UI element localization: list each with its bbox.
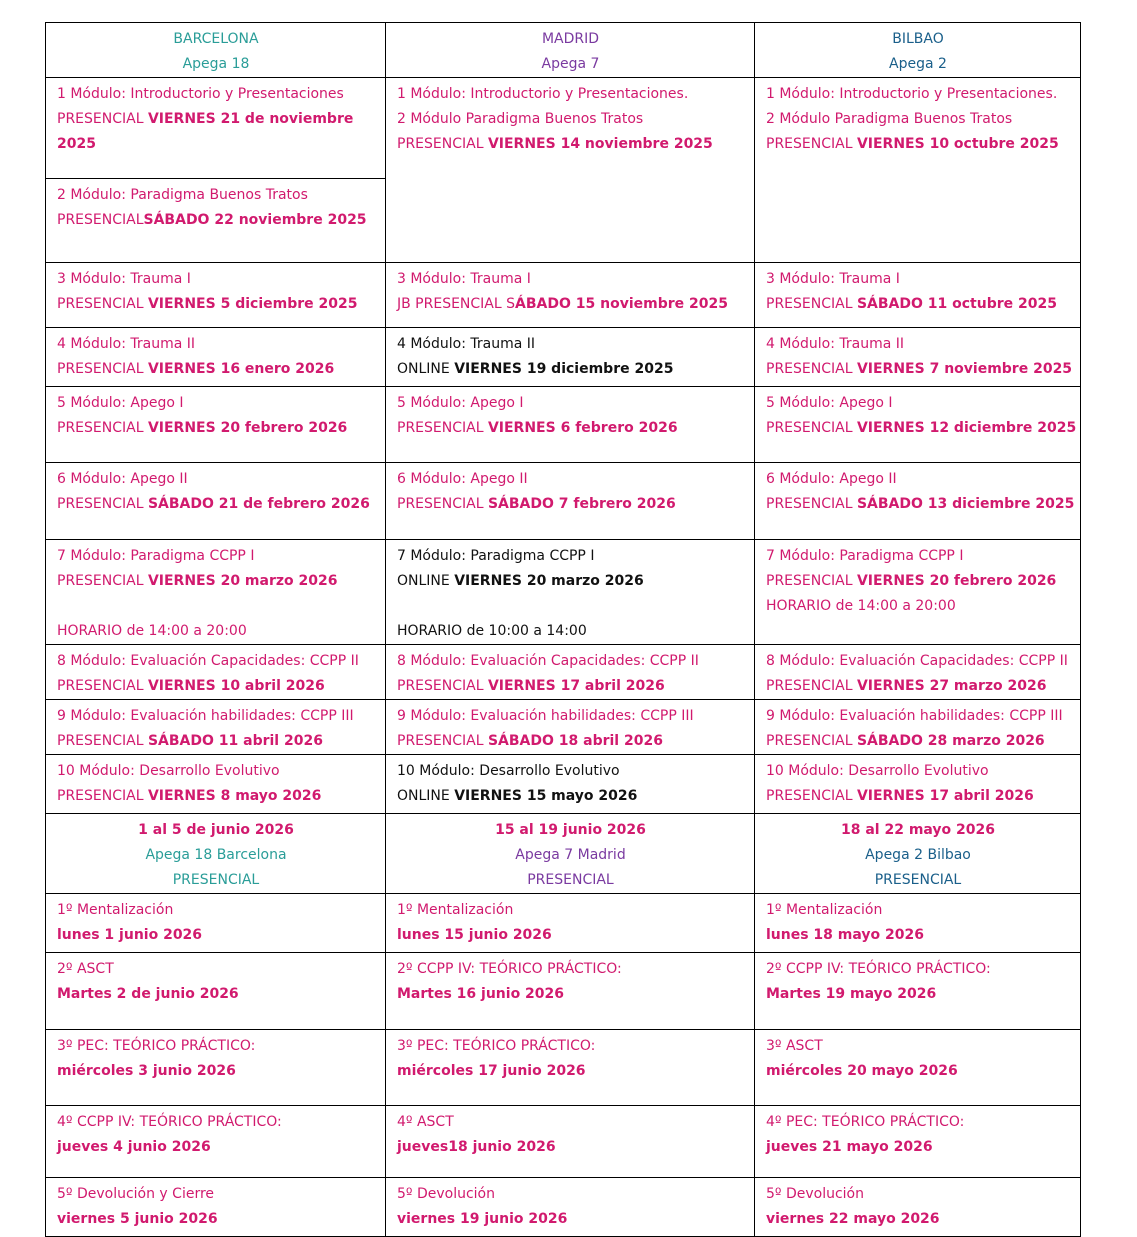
module-title: 7 Módulo: Paradigma CCPP I xyxy=(766,548,964,564)
module-date: PRESENCIAL VIERNES 10 octubre 2025 xyxy=(766,136,1059,152)
session-date: lunes 18 mayo 2026 xyxy=(766,927,924,943)
mad-day-1 xyxy=(386,894,755,953)
bio-module-7 xyxy=(755,540,1081,645)
module-title: 6 Módulo: Apego II xyxy=(766,471,897,487)
bio-day-1 xyxy=(755,894,1081,953)
week-dates: 18 al 22 mayo 2026 xyxy=(840,822,996,838)
mad-module-10 xyxy=(386,755,755,814)
module-date: PRESENCIAL VIERNES 20 marzo 2026 xyxy=(57,573,338,589)
module-title: 2 Módulo Paradigma Buenos Tratos xyxy=(397,111,644,127)
session-date: jueves 21 mayo 2026 xyxy=(766,1139,933,1155)
bcn-module-1 xyxy=(46,78,386,179)
week-header-row xyxy=(46,814,1081,894)
week-day-row xyxy=(46,894,1081,953)
bio-module-6 xyxy=(755,463,1081,540)
module-date: PRESENCIAL VIERNES 16 enero 2026 xyxy=(57,361,335,377)
module-row xyxy=(46,645,1081,700)
module-title: 9 Módulo: Evaluación habilidades: CCPP III xyxy=(766,708,1063,724)
module-title: 4 Módulo: Trauma II xyxy=(766,336,905,352)
module-title: 8 Módulo: Evaluación Capacidades: CCPP II xyxy=(57,653,359,669)
bio-module-9 xyxy=(755,700,1081,755)
module-title: 7 Módulo: Paradigma CCPP I xyxy=(57,548,255,564)
week-mode: PRESENCIAL xyxy=(527,872,614,888)
session-title: 5º Devolución xyxy=(397,1186,495,1202)
bcn-module-8 xyxy=(46,645,386,700)
session-date: lunes 1 junio 2026 xyxy=(57,927,203,943)
module-date: PRESENCIAL VIERNES 10 abril 2026 xyxy=(57,678,325,694)
module-date: PRESENCIAL VIERNES 14 noviembre 2025 xyxy=(397,136,713,152)
week-day-row xyxy=(46,1178,1081,1237)
session-title: 1º Mentalización xyxy=(57,902,174,918)
bcn-module-5 xyxy=(46,387,386,463)
session-title: 2º ASCT xyxy=(57,961,114,977)
module-date: ONLINE VIERNES 19 diciembre 2025 xyxy=(397,361,674,377)
module-title: 5 Módulo: Apego I xyxy=(57,395,184,411)
module-title: 8 Módulo: Evaluación Capacidades: CCPP II xyxy=(766,653,1068,669)
session-date: jueves18 junio 2026 xyxy=(397,1139,556,1155)
bcn-module-6 xyxy=(46,463,386,540)
module-title: 1 Módulo: Introductorio y Presentaciones xyxy=(57,86,344,102)
session-date: lunes 15 junio 2026 xyxy=(397,927,552,943)
session-title: 2º CCPP IV: TEÓRICO PRÁCTICO: xyxy=(397,961,622,977)
header-madrid xyxy=(386,23,755,78)
city-name: BILBAO xyxy=(892,31,944,47)
session-title: 3º PEC: TEÓRICO PRÁCTICO: xyxy=(57,1038,256,1054)
module-row xyxy=(46,463,1081,540)
bio-day-4 xyxy=(755,1106,1081,1178)
bcn-module-2 xyxy=(46,179,386,263)
header-barcelona xyxy=(46,23,386,78)
module-date: PRESENCIAL VIERNES 17 abril 2026 xyxy=(397,678,665,694)
week-group: Apega 2 Bilbao xyxy=(865,847,971,863)
module-date: PRESENCIAL SÁBADO 7 febrero 2026 xyxy=(397,496,676,512)
session-date: jueves 4 junio 2026 xyxy=(57,1139,211,1155)
module-title: 1 Módulo: Introductorio y Presentaciones. xyxy=(397,86,689,102)
city-name: MADRID xyxy=(541,31,600,47)
module-date: PRESENCIAL VIERNES 12 diciembre 2025 xyxy=(766,420,1077,436)
module-title: 3 Módulo: Trauma I xyxy=(57,271,191,287)
bcn-module-9 xyxy=(46,700,386,755)
week-header-madrid xyxy=(386,814,755,894)
bio-module-4 xyxy=(755,328,1081,387)
group-name: Apega 18 xyxy=(182,56,250,72)
mad-day-4 xyxy=(386,1106,755,1178)
bcn-day-5 xyxy=(46,1178,386,1237)
session-title: 1º Mentalización xyxy=(766,902,883,918)
week-dates: 15 al 19 junio 2026 xyxy=(495,822,646,838)
mad-module-6 xyxy=(386,463,755,540)
module-date: ONLINE VIERNES 20 marzo 2026 xyxy=(397,573,644,589)
week-day-row xyxy=(46,953,1081,1030)
session-date: Martes 19 mayo 2026 xyxy=(766,986,937,1002)
training-schedule-table xyxy=(45,22,1081,1237)
week-day-row xyxy=(46,1106,1081,1178)
week-group: Apega 7 Madrid xyxy=(515,847,626,863)
module-schedule: HORARIO de 14:00 a 20:00 xyxy=(766,598,956,614)
mad-module-4 xyxy=(386,328,755,387)
module-date: PRESENCIALSÁBADO 22 noviembre 2025 xyxy=(57,212,367,228)
module-title: 2 Módulo Paradigma Buenos Tratos xyxy=(766,111,1013,127)
module-title: 5 Módulo: Apego I xyxy=(397,395,524,411)
module-date: PRESENCIAL VIERNES 17 abril 2026 xyxy=(766,788,1034,804)
module-date: PRESENCIAL VIERNES 21 de noviembre 2025 xyxy=(57,111,354,152)
session-title: 4º CCPP IV: TEÓRICO PRÁCTICO: xyxy=(57,1114,282,1130)
module-title: 4 Módulo: Trauma II xyxy=(57,336,196,352)
module-date: PRESENCIAL VIERNES 27 marzo 2026 xyxy=(766,678,1047,694)
module-title: 10 Módulo: Desarrollo Evolutivo xyxy=(766,763,989,779)
module-title: 10 Módulo: Desarrollo Evolutivo xyxy=(397,763,620,779)
mad-module-9 xyxy=(386,700,755,755)
week-day-row xyxy=(46,1030,1081,1106)
module-date: PRESENCIAL SÁBADO 11 octubre 2025 xyxy=(766,296,1057,312)
session-date: Martes 16 junio 2026 xyxy=(397,986,565,1002)
module-title: 2 Módulo: Paradigma Buenos Tratos xyxy=(57,187,308,203)
bcn-module-4 xyxy=(46,328,386,387)
session-title: 1º Mentalización xyxy=(397,902,514,918)
module-title: 9 Módulo: Evaluación habilidades: CCPP III xyxy=(57,708,354,724)
session-date: miércoles 20 mayo 2026 xyxy=(766,1063,958,1079)
module-schedule: HORARIO de 10:00 a 14:00 xyxy=(397,623,587,639)
module-date: PRESENCIAL SÁBADO 13 diciembre 2025 xyxy=(766,496,1075,512)
module-date: JB PRESENCIAL SÁBADO 15 noviembre 2025 xyxy=(397,296,728,312)
week-mode: PRESENCIAL xyxy=(172,872,260,888)
bio-module-5 xyxy=(755,387,1081,463)
session-title: 4º PEC: TEÓRICO PRÁCTICO: xyxy=(766,1114,965,1130)
module-row xyxy=(46,540,1081,645)
bcn-day-2 xyxy=(46,953,386,1030)
module-row xyxy=(46,328,1081,387)
module-title: 6 Módulo: Apego II xyxy=(397,471,528,487)
mad-day-3 xyxy=(386,1030,755,1106)
week-header-barcelona xyxy=(46,814,386,894)
module-date: ONLINE VIERNES 15 mayo 2026 xyxy=(397,788,638,804)
module-title: 9 Módulo: Evaluación habilidades: CCPP III xyxy=(397,708,694,724)
bcn-day-3 xyxy=(46,1030,386,1106)
bio-module-8 xyxy=(755,645,1081,700)
module-date: PRESENCIAL SÁBADO 18 abril 2026 xyxy=(397,733,663,749)
module-title: 10 Módulo: Desarrollo Evolutivo xyxy=(57,763,280,779)
session-title: 4º ASCT xyxy=(397,1114,454,1130)
module-date: PRESENCIAL VIERNES 20 febrero 2026 xyxy=(766,573,1057,589)
week-header-bilbao xyxy=(755,814,1081,894)
week-dates: 1 al 5 de junio 2026 xyxy=(138,822,294,838)
session-title: 5º Devolución y Cierre xyxy=(57,1186,215,1202)
group-name: Apega 7 xyxy=(541,56,600,72)
mad-module-1-2 xyxy=(386,78,755,263)
module-title: 7 Módulo: Paradigma CCPP I xyxy=(397,548,595,564)
bio-module-1-2 xyxy=(755,78,1081,263)
week-group: Apega 18 Barcelona xyxy=(145,847,287,863)
module-title: 3 Módulo: Trauma I xyxy=(766,271,900,287)
session-title: 2º CCPP IV: TEÓRICO PRÁCTICO: xyxy=(766,961,991,977)
module-row xyxy=(46,263,1081,328)
city-header-row xyxy=(46,23,1081,78)
mad-module-7 xyxy=(386,540,755,645)
module-row xyxy=(46,700,1081,755)
city-name: BARCELONA xyxy=(173,31,259,47)
bcn-day-1 xyxy=(46,894,386,953)
bio-day-5 xyxy=(755,1178,1081,1237)
bcn-module-10 xyxy=(46,755,386,814)
module-title: 6 Módulo: Apego II xyxy=(57,471,188,487)
module-title: 8 Módulo: Evaluación Capacidades: CCPP II xyxy=(397,653,699,669)
session-title: 5º Devolución xyxy=(766,1186,864,1202)
module-row xyxy=(46,78,1081,179)
session-title: 3º PEC: TEÓRICO PRÁCTICO: xyxy=(397,1038,596,1054)
bio-module-3 xyxy=(755,263,1081,328)
module-row xyxy=(46,755,1081,814)
module-title: 5 Módulo: Apego I xyxy=(766,395,893,411)
mad-day-2 xyxy=(386,953,755,1030)
bio-day-3 xyxy=(755,1030,1081,1106)
bcn-day-4 xyxy=(46,1106,386,1178)
mad-day-5 xyxy=(386,1178,755,1237)
session-date: Martes 2 de junio 2026 xyxy=(57,986,239,1002)
module-title: 4 Módulo: Trauma II xyxy=(397,336,536,352)
module-schedule: HORARIO de 14:00 a 20:00 xyxy=(57,623,247,639)
session-date: miércoles 17 junio 2026 xyxy=(397,1063,586,1079)
module-date: PRESENCIAL SÁBADO 11 abril 2026 xyxy=(57,733,323,749)
module-date: PRESENCIAL SÁBADO 28 marzo 2026 xyxy=(766,733,1045,749)
session-title: 3º ASCT xyxy=(766,1038,823,1054)
module-row xyxy=(46,387,1081,463)
module-date: PRESENCIAL SÁBADO 21 de febrero 2026 xyxy=(57,496,370,512)
module-date: PRESENCIAL VIERNES 7 noviembre 2025 xyxy=(766,361,1073,377)
mad-module-3 xyxy=(386,263,755,328)
mad-module-5 xyxy=(386,387,755,463)
module-title: 3 Módulo: Trauma I xyxy=(397,271,531,287)
module-date: PRESENCIAL VIERNES 8 mayo 2026 xyxy=(57,788,322,804)
bcn-module-7 xyxy=(46,540,386,645)
module-title: 1 Módulo: Introductorio y Presentaciones. xyxy=(766,86,1058,102)
bcn-module-3 xyxy=(46,263,386,328)
group-name: Apega 2 xyxy=(889,56,947,72)
module-date: PRESENCIAL VIERNES 5 diciembre 2025 xyxy=(57,296,358,312)
module-date: PRESENCIAL VIERNES 6 febrero 2026 xyxy=(397,420,678,436)
bio-day-2 xyxy=(755,953,1081,1030)
session-date: viernes 22 mayo 2026 xyxy=(766,1211,940,1227)
session-date: viernes 19 junio 2026 xyxy=(397,1211,568,1227)
mad-module-8 xyxy=(386,645,755,700)
week-mode: PRESENCIAL xyxy=(874,872,962,888)
module-date: PRESENCIAL VIERNES 20 febrero 2026 xyxy=(57,420,348,436)
session-date: viernes 5 junio 2026 xyxy=(57,1211,218,1227)
session-date: miércoles 3 junio 2026 xyxy=(57,1063,236,1079)
bio-module-10 xyxy=(755,755,1081,814)
header-bilbao xyxy=(755,23,1081,78)
